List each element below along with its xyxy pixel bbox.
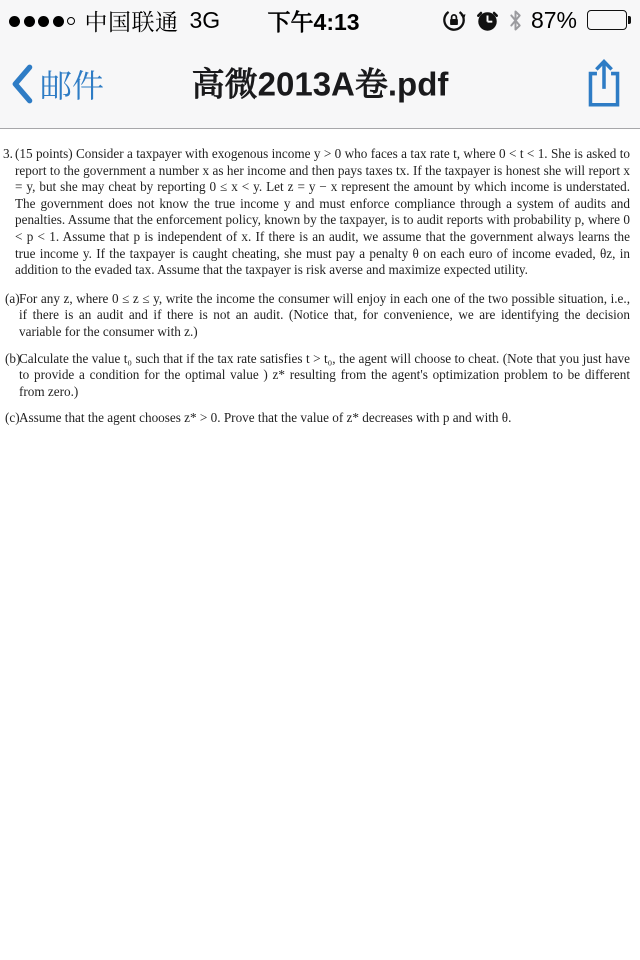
problem-3 [3, 146, 630, 279]
status-bar-right [441, 7, 631, 34]
problem-number: 3. [3, 146, 13, 161]
network-type-label: 3G [189, 6, 221, 33]
bluetooth-icon [508, 9, 523, 32]
status-bar-left [9, 4, 220, 37]
chevron-left-icon [10, 63, 33, 105]
part-b [5, 351, 630, 401]
carrier-label: 中国联通 [84, 8, 179, 35]
part-b-text: Calculate the value t₀ such that if the tax rate satisfies t > t₀, the agent will choose to cheat. (Note that you just have to provide a condition for the optimal value ) z* resulting from the agent's optimization problem to be different from zero.) [19, 350, 630, 399]
top-chrome [0, 0, 640, 129]
part-c-label: (c) [5, 410, 20, 426]
part-a-label: (a) [5, 290, 20, 306]
part-b-label: (b) [5, 350, 21, 366]
cell-signal-icon [9, 16, 79, 27]
orientation-lock-icon [441, 7, 467, 33]
part-a [5, 291, 630, 341]
back-button[interactable] [10, 40, 104, 128]
document-title: 高微2013A卷.pdf [191, 65, 449, 103]
battery-percent-label: 87% [530, 6, 577, 33]
part-a-text: For any z, where 0 ≤ z ≤ y, write the income the consumer will enjoy in each one of the two possible situation, i.e., if there is an audit and if there is not an audit. (Notice that, for convenience, we are identifying the decision variable for the consumer with z.) [19, 290, 630, 339]
part-c-text: Assume that the agent chooses z* > 0. Prove that the value of z* decreases with p and with θ. [19, 410, 512, 426]
alarm-icon [475, 8, 500, 33]
problem-statement: (15 points) Consider a taxpayer with exogenous income y > 0 who faces a tax rate t, where 0 < t < 1. She is asked to report to the government a number x as her income and then pays taxes tx. If the taxpayer is honest she will report x = y, but she may cheat by reporting 0 ≤ x < y. Let z = y − x represent the amount by which income is understated. The government does not know the true income y and must enforce compliance through a system of audits and penalties. Assume that the enforcement policy, known by the taxpayer, is to audit reports with probability p, where 0 < p < 1. Assume that p is independent of x. If there is an audit, we assume that the government always learns the true income y. If the taxpayer is caught cheating, she must pay a penalty θ on each euro of income evaded, θz, in addition to the evaded tax. Assume that the taxpayer is risk averse and maximize expected utility. [15, 146, 630, 278]
back-button-label: 邮件 [40, 68, 105, 104]
part-c [5, 410, 630, 427]
pdf-viewer[interactable] [0, 129, 640, 427]
status-bar [0, 0, 640, 40]
navigation-bar [0, 40, 640, 128]
share-button[interactable] [584, 57, 624, 109]
share-icon [584, 57, 624, 109]
battery-icon [587, 10, 631, 30]
clock-label: 下午4:13 [267, 8, 360, 35]
